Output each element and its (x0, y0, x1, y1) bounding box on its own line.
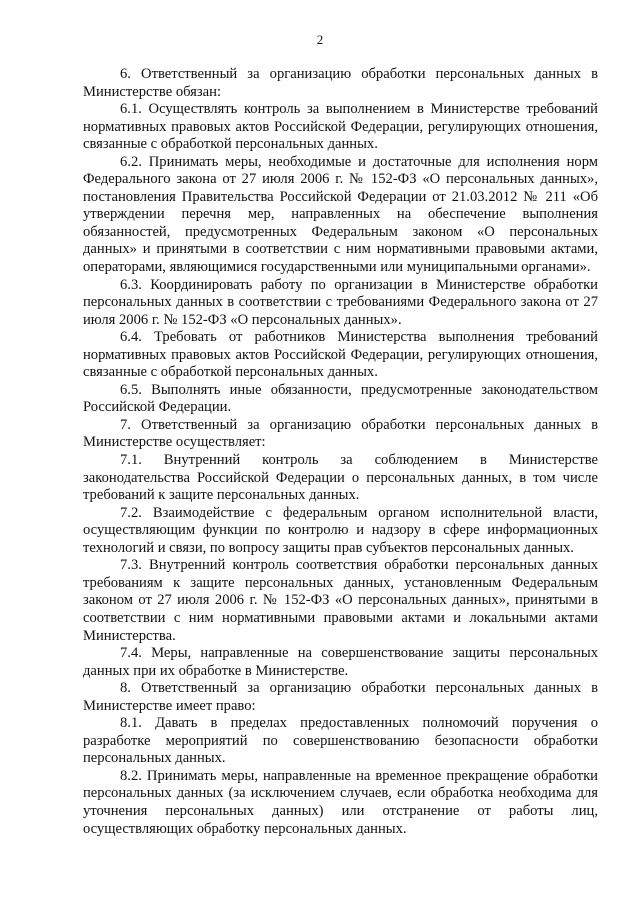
page-number: 2 (316, 32, 324, 47)
paragraph-7-2: 7.2. Взаимодействие с федеральным органом исполнительной власти, осуществляющим функции по контролю и надзору в сфере информационных технологий и связи, по вопросу защиты прав субъектов персональных данных. (83, 504, 598, 556)
paragraph-7-3: 7.3. Внутренний контроль соответствия обработки персональных данных требованиям к защите персональных данных, установленным Федеральным законом от 27 июля 2006 г. № 152-ФЗ «О персональных данных», принятыми в соответствии с ним нормативными правовыми актами и локальными актами Министерства. (83, 557, 598, 644)
paragraph-8: 8. Ответственный за организацию обработки персональных данных в Министерстве имеет право: (83, 680, 598, 714)
paragraph-7: 7. Ответственный за организацию обработки персональных данных в Министерстве осуществляет: (83, 416, 598, 451)
paragraph-6-3: 6.3. Координировать работу по организации в Министерстве обработки персональных данных в соответствии с требованиями Федерального закона от 27 июля 2006 г. № 152-ФЗ «О персональных данных». (83, 276, 598, 328)
paragraph-6-4: 6.4. Требовать от работников Министерства выполнения требований нормативных правовых актов Российской Федерации, регулирующих отношения, связанные с обработкой персональных данных. (83, 329, 598, 381)
paragraph-6-2: 6.2. Принимать меры, необходимые и достаточные для исполнения норм Федерального закона от 27 июля 2006 г. № 152-ФЗ «О персональных данных», постановления Правительства Российской Федерации от 21.03.2012 № 211 «Об утверждении перечня мер, направленных на обеспечение выполнения обязанностей, предусмотренных Федеральным законом «О персональных данных» и принятыми в соответствии с ним нормативными правовыми актами, операторами, являющимися государственными или муниципальными органами». (83, 153, 598, 276)
paragraph-6: 6. Ответственный за организацию обработки персональных данных в Министерстве обязан: (83, 66, 598, 100)
paragraph-7-4: 7.4. Меры, направленные на совершенствование защиты персональных данных при их обработке в Министерстве. (83, 645, 598, 679)
paragraph-7-1: 7.1. Внутренний контроль за соблюдением в Министерстве законодательства Российской Федерации о персональных данных, в том числе требований к защите персональных данных. (83, 452, 598, 504)
paragraph-8-2: 8.2. Принимать меры, направленные на временное прекращение обработки персональных данных (за исключением случаев, если обработка необходима для уточнения персональных данных) или отстранение от работы лиц, осуществляющих обработку персональных данных. (83, 767, 598, 837)
paragraph-8-1: 8.1. Давать в пределах предоставленных полномочий поручения о разработке мероприятий по совершенствованию безопасности обработки персональных данных. (83, 715, 598, 767)
document-body (83, 66, 598, 838)
paragraph-6-5: 6.5. Выполнять иные обязанности, предусмотренные законодательством Российской Федерации. (83, 381, 598, 416)
paragraph-6-1: 6.1. Осуществлять контроль за выполнением в Министерстве требований нормативных правовых актов Российской Федерации, регулирующих отношения, связанные с обработкой персональных данных. (83, 101, 598, 153)
